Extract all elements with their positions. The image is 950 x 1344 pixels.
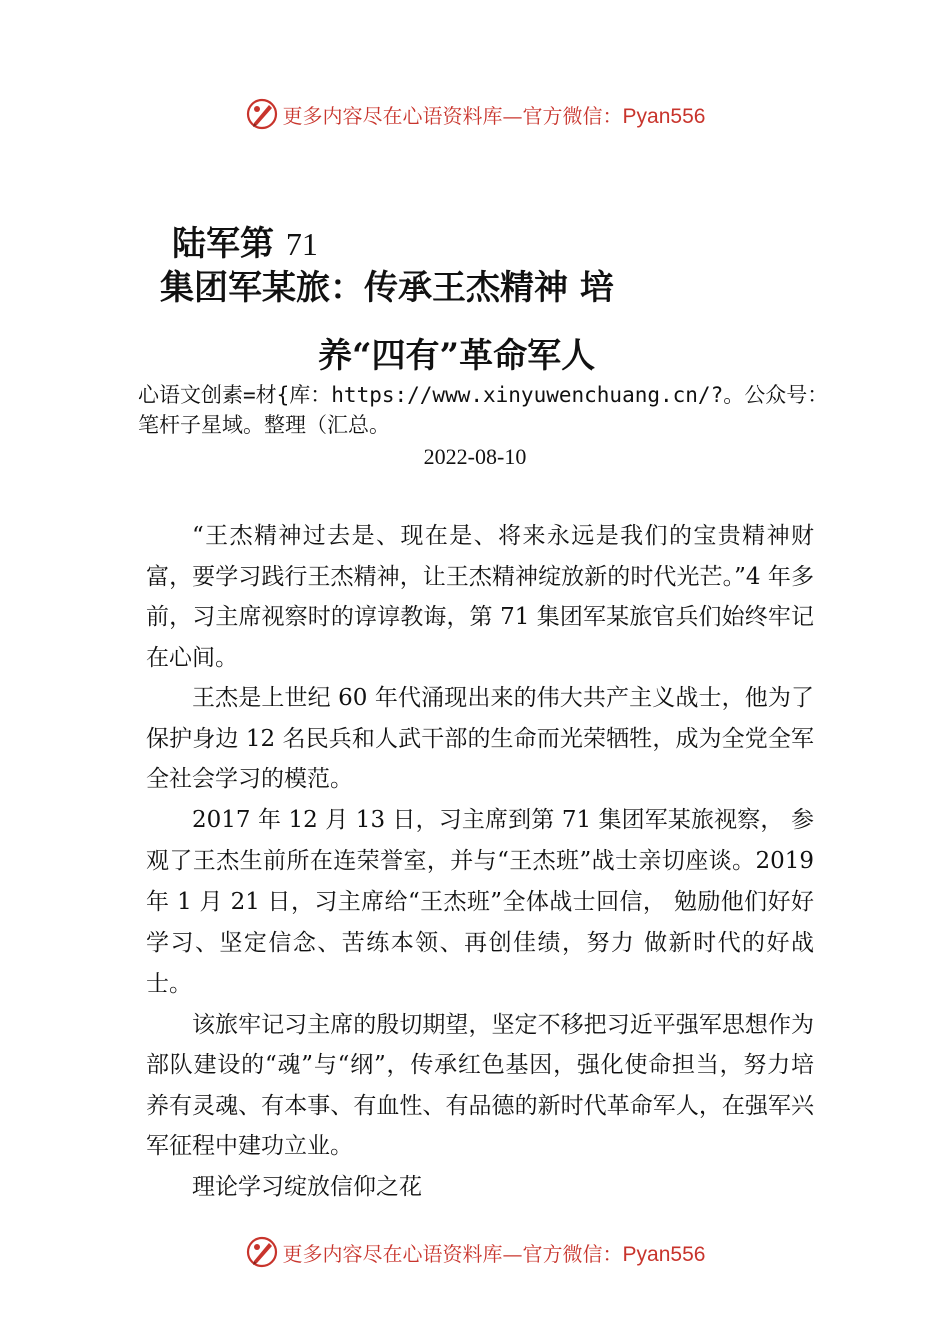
watermark-text: 更多内容尽在心语资料库—官方微信：Pyan556 <box>282 1241 706 1266</box>
header-watermark-banner <box>0 94 950 134</box>
paragraph: 2017 年 12 月 13 日，习主席到第 71 集团军某旅视察， 参观了王杰生前所在连荣誉室，并与“王杰班”战士亲切座谈。2019 年 1 月 21 日，习主席给“王杰班”全体战士回信， 勉励他们好好学习、坚定信念、苦练本领、再创佳绩，努力 做新时代的好战士。 <box>146 806 814 997</box>
article-body <box>146 516 814 1207</box>
watermark-text: 更多内容尽在心语资料库—官方微信：Pyan556 <box>282 103 706 128</box>
wechat-id: Pyan556 <box>622 1242 706 1266</box>
footer-watermark-banner <box>0 1232 950 1272</box>
publish-date: 2022-08-10 <box>423 444 527 469</box>
pen-logo-icon <box>245 1235 279 1269</box>
source-note: 心语文创素=材{库：https://www.xinyuwenchuang.cn/?。公众号：笔杆子星域。整理（汇总。 <box>138 383 829 437</box>
wechat-id: Pyan556 <box>622 104 706 128</box>
title-line-2: 集团军某旅：传承王杰精神 培 <box>160 268 614 308</box>
title-line-1: 陆军第 71 <box>172 224 318 264</box>
paragraph: 王杰是上世纪 60 年代涌现出来的伟大共产主义战士，他为了保护身边 12 名民兵和人武干部的生命而光荣牺牲，成为全党全军全社会学习的模范。 <box>146 685 814 792</box>
title-line-3: 养“四有”革命军人 <box>318 336 596 376</box>
paragraph: “王杰精神过去是、现在是、将来永远是我们的宝贵精神财富，要学习践行王杰精神，让王杰精神绽放新的时代光芒。”4 年多前，习主席视察时的谆谆教诲，第 71 集团军某旅官兵们始终牢记在心间。 <box>146 523 814 671</box>
pen-logo-icon <box>245 97 279 131</box>
section-heading: 理论学习绽放信仰之花 <box>192 1173 422 1200</box>
paragraph: 该旅牢记习主席的殷切期望，坚定不移把习近平强军思想作为部队建设的“魂”与“纲”，传承红色基因，强化使命担当，努力培养有灵魂、有本事、有血性、有品德的新时代革命军人，在强军兴军征程中建功立业。 <box>146 1011 814 1159</box>
